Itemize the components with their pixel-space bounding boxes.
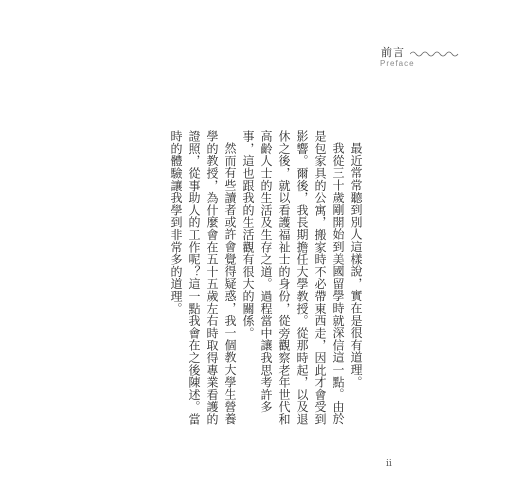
- chapter-title: 前言: [381, 46, 405, 59]
- wave-ornament-icon: [410, 50, 460, 58]
- paragraph-2: 我從三十歲剛開始到美國留學時就深信這一點。由於是包家具的公寓，搬家時不必帶東西走，因此才會受到影響。爾後，我長期擔任大學教授。從那時起，以及退休之後，就以看護福祉士的身份，從旁觀察老年世代和高齡人士的生活及生存之道。過程當中讓我思考許多事，這也跟我的生活觀有很大的關係。: [241, 130, 345, 426]
- paragraph-3: 然而有些讀者或許會覺得疑惑，我一個教大學生營養學的教授，為什麼會在五十五歲左右時取得專業看護的證照，從事助人的工作呢？這一點我會在之後陳述。當時的體驗讓我學到非常多的道理。: [169, 130, 237, 426]
- chapter-header: [380, 44, 460, 84]
- chapter-subtitle: Preface: [380, 59, 415, 68]
- paragraph-1: 最近常常聽到別人這樣說，實在是很有道理。: [349, 142, 363, 388]
- page-number: ii: [386, 459, 392, 469]
- body-text: [167, 130, 365, 430]
